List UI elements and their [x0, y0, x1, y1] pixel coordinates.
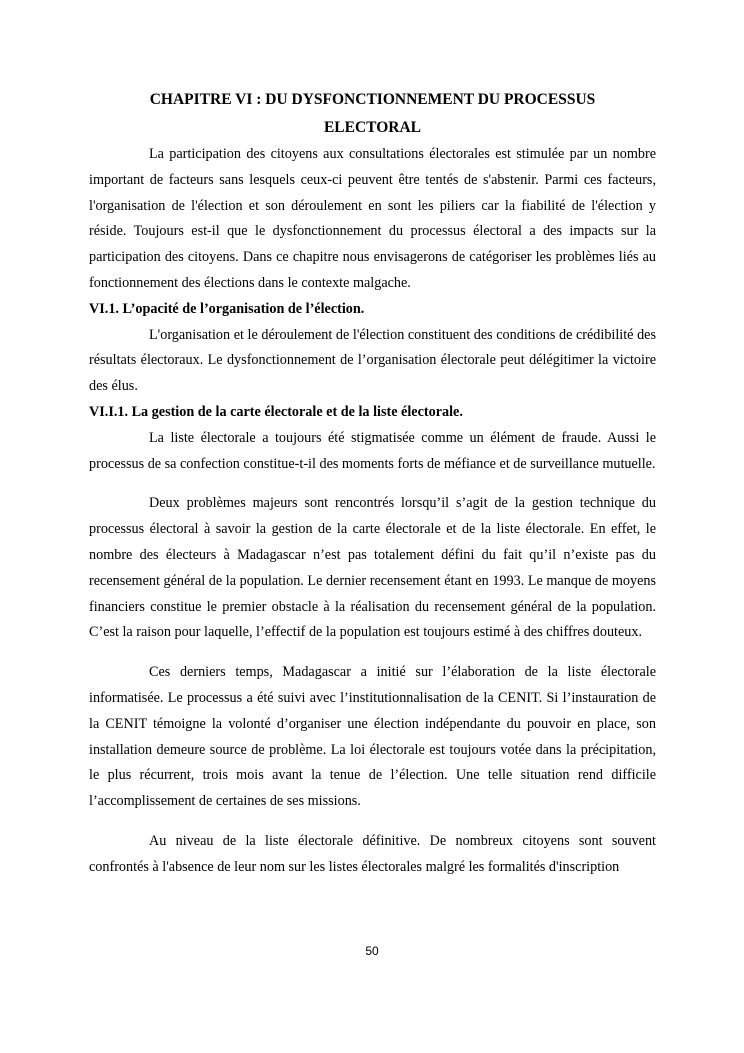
intro-paragraph: La participation des citoyens aux consultations électorales est stimulée par un nombre important de facteurs sans lesquels ceux-ci peuvent être tentés de s'abstenir. Parmi ces facteurs, l'organisation de l'élection et son déroulement en sont les piliers car la fiabilité de l'élection y réside. Toujours est-il que le dysfonctionnement du processus électoral a des impacts sur la participation des citoyens. Dans ce chapitre nous envisagerons de catégoriser les problèmes liés au fonctionnement des élections dans le contexte malgache.	[89, 146, 656, 291]
section-vi-i-1-paragraph-4: Au niveau de la liste électorale définitive. De nombreux citoyens sont souvent confrontés à l'absence de leur nom sur les listes électorales malgré les formalités d'inscription	[89, 832, 656, 875]
chapter-title-line-2: ELECTORAL	[323, 119, 422, 136]
chapter-title-line-1: CHAPITRE VI : DU DYSFONCTIONNEMENT DU PROCESSUS	[149, 91, 596, 108]
page-number: 50	[365, 944, 379, 958]
section-vi-i-1-paragraph-3: Ces derniers temps, Madagascar a initié sur l’élaboration de la liste électorale informatisée. Le processus a été suivi avec l’institutionnalisation de la CENIT. Si l’instauration de la CENIT témoigne la volonté d’organiser une élection indépendante du pouvoir en place, son installation demeure source de problème. La loi électorale est toujours votée dans la précipitation, le plus récurrent, trois mois avant la tenue de l’élection. Une telle situation rend difficile l’accomplissement de certaines de ses missions.	[89, 664, 656, 810]
section-vi-i-1-paragraph-1: La liste électorale a toujours été stigmatisée comme un élément de fraude. Aussi le processus de sa confection constitue-t-il des moments forts de méfiance et de surveillance mutuelle.	[89, 429, 656, 472]
document-page	[89, 86, 656, 881]
chapter-title	[89, 86, 656, 142]
section-vi-1-paragraph: L'organisation et le déroulement de l'élection constituent des conditions de crédibilité des résultats électoraux. Le dysfonctionnement de l’organisation électorale peut délégitimer la victoire des élus.	[89, 326, 656, 395]
section-heading-vi-1: VI.1. L’opacité de l’organisation de l’élection.	[89, 300, 365, 317]
section-vi-i-1-paragraph-2: Deux problèmes majeurs sont rencontrés lorsqu’il s’agit de la gestion technique du processus électoral à savoir la gestion de la carte électorale et de la liste électorale. En effet, le nombre des électeurs à Madagascar n’est pas totalement défini du fait qu’il n’existe pas du recensement général de la population. Le dernier recensement étant en 1993. Le manque de moyens financiers constitue le premier obstacle à la réalisation du recensement général de la population. C’est la raison pour laquelle, l’effectif de la population est toujours estimé à des chiffres douteux.	[89, 495, 656, 641]
section-heading-vi-i-1: VI.I.1. La gestion de la carte électorale et de la liste électorale.	[89, 403, 463, 420]
